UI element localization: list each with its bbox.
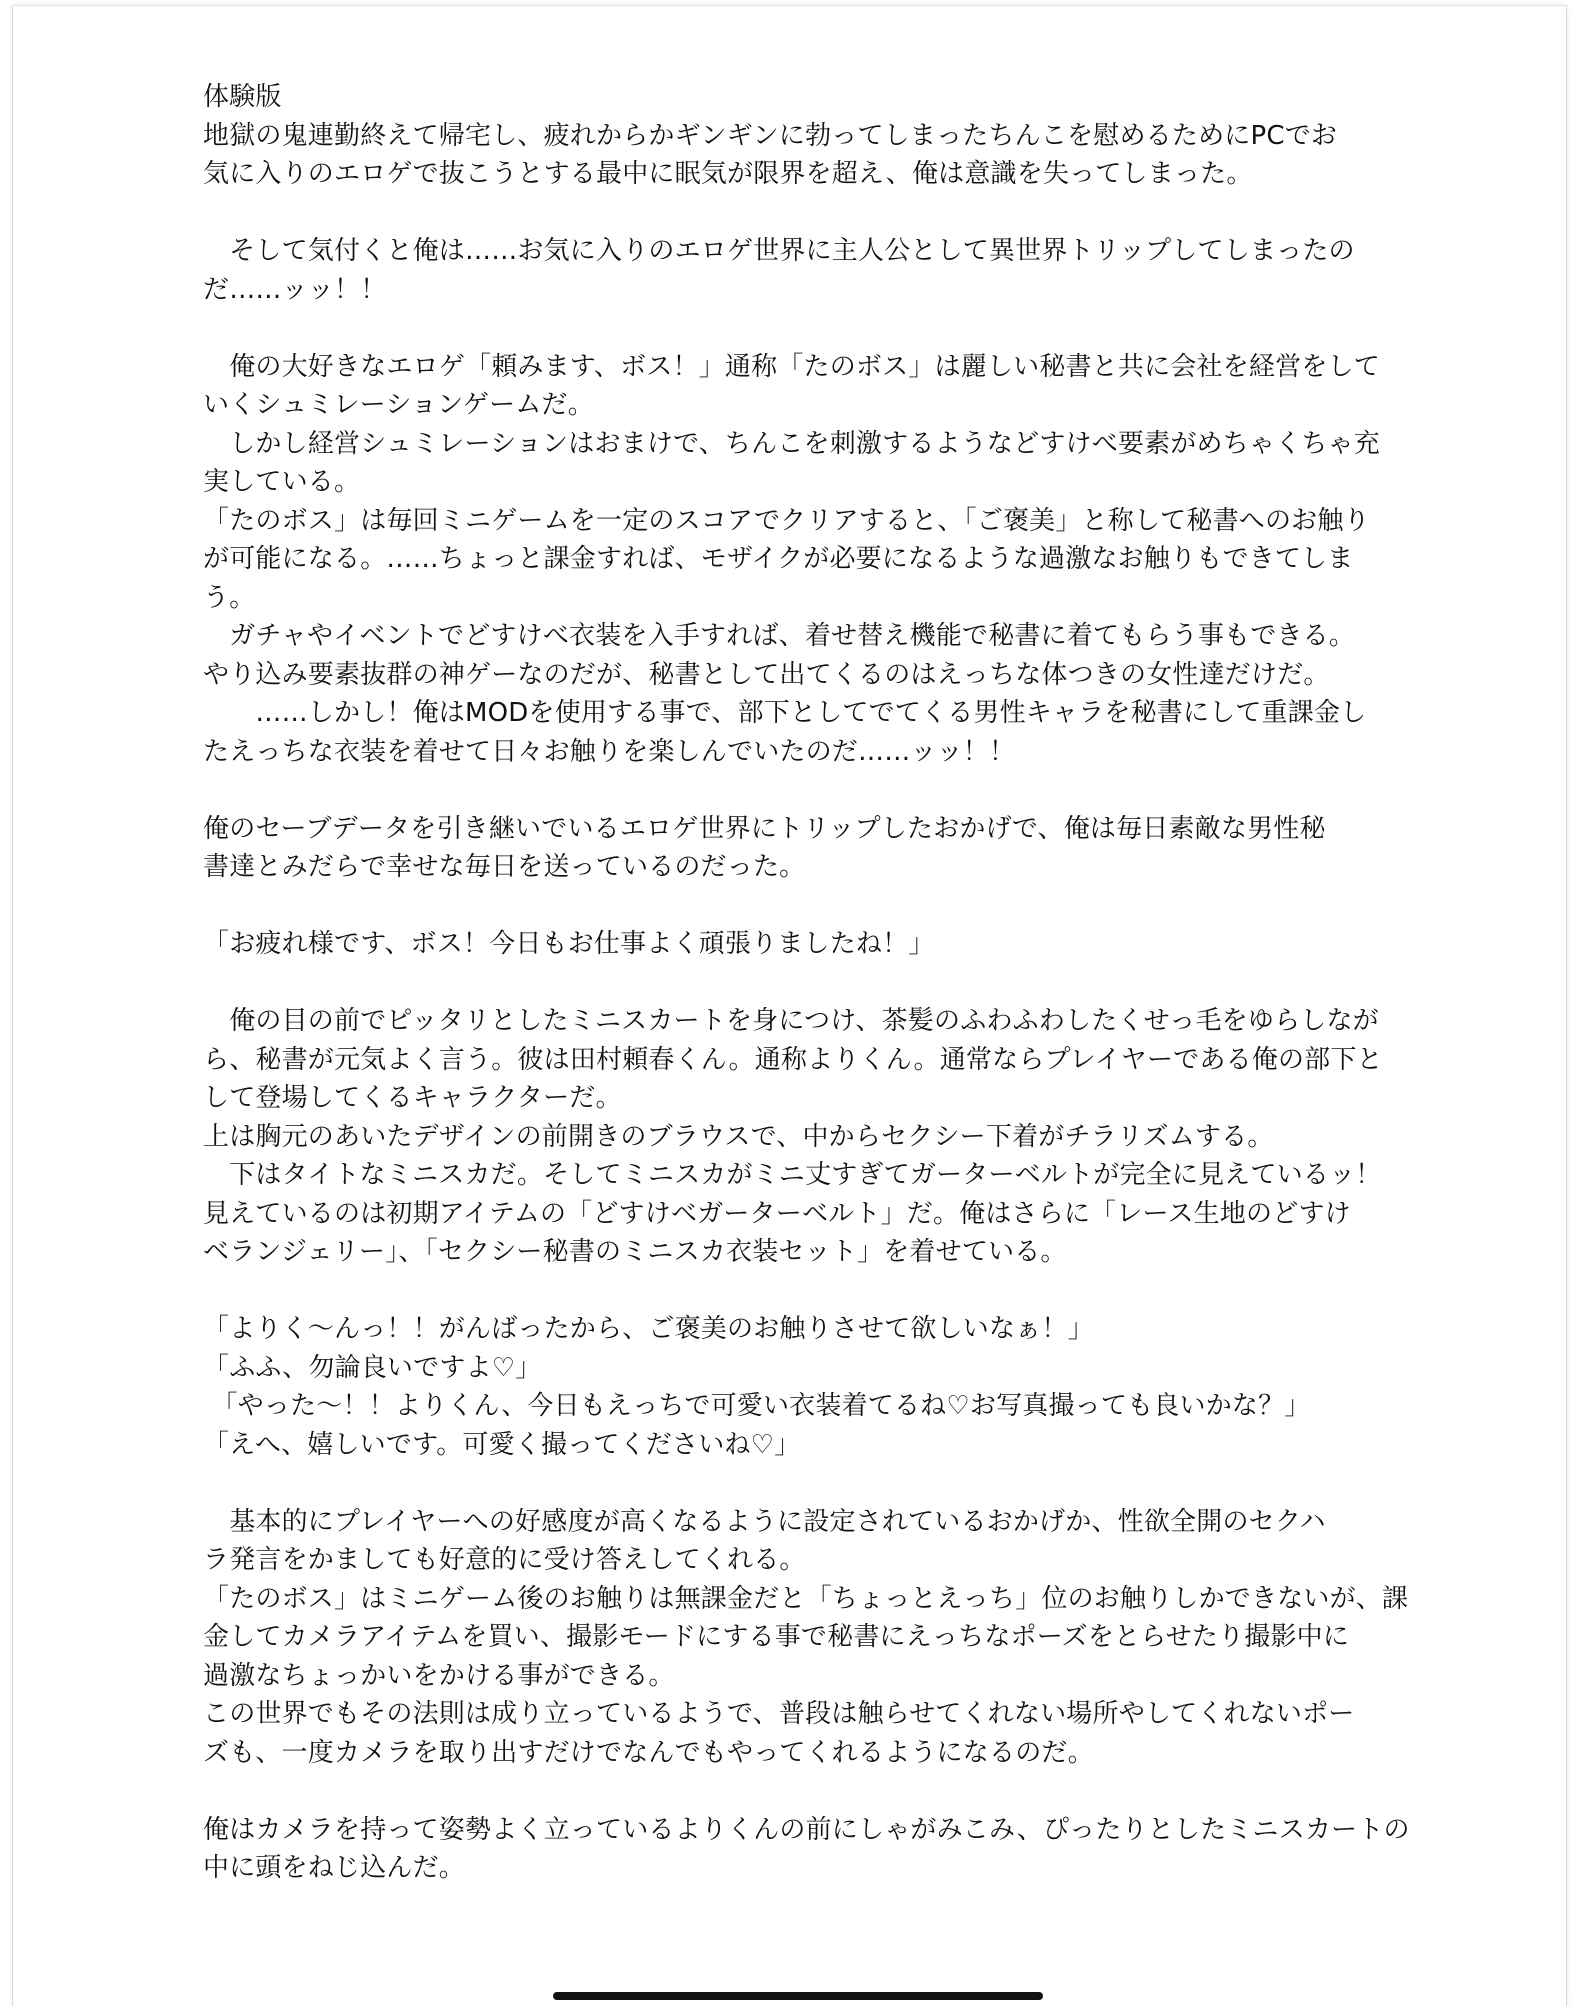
text-line: ……しかし！俺はMODを使用する事で、部下としてでてくる男性キャラを秘書にして重課金し bbox=[203, 698, 1367, 728]
text-line: やり込み要素抜群の神ゲーなのだが、秘書として出てくるのはえっちな体つきの女性達だけだ。 bbox=[203, 659, 1330, 690]
text-line: う。 bbox=[203, 582, 256, 613]
text-line: 書達とみだらで幸せな毎日を送っているのだった。 bbox=[203, 852, 806, 882]
text-line: 気に入りのエロゲで抜こうとする最中に眠気が限界を超え、俺は意識を失ってしまった。 bbox=[203, 159, 1253, 189]
text-line: しかし経営シュミレーションはおまけで、ちんこを刺激するようなどすけべ要素がめちゃくちゃ充 bbox=[203, 428, 1380, 459]
text-line: 「やった〜！！よりくん、今日もえっちで可愛い衣装着てるね♡お写真撮っても良いかな？」 bbox=[203, 1391, 1311, 1421]
text-line: 実している。 bbox=[203, 467, 361, 497]
blank-line bbox=[203, 309, 1443, 348]
text-line: 基本的にプレイヤーへの好感度が高くなるように設定されているおかげか、性欲全開のセクハ bbox=[203, 1506, 1326, 1537]
document-body bbox=[203, 78, 1443, 1888]
text-line: ラ発言をかましても好意的に受け答えしてくれる。 bbox=[203, 1545, 806, 1575]
document-title: 体験版 bbox=[203, 82, 282, 112]
text-line: 俺のセーブデータを引き継いでいるエロゲ世界にトリップしたおかげで、俺は毎日素敵な男性秘 bbox=[203, 813, 1326, 844]
text-line: ベランジェリー」、「セクシー秘書のミニスカ衣装セット」を着せている。 bbox=[203, 1237, 1067, 1267]
blank-line bbox=[203, 1272, 1443, 1311]
blank-line bbox=[203, 194, 1443, 233]
text-line: 「たのボス」はミニゲーム後のお触りは無課金だと「ちょっとえっち」位のお触りしかできないが、課 bbox=[203, 1583, 1409, 1614]
text-line: 地獄の鬼連勤終えて帰宅し、疲れからかギンギンに勃ってしまったちんこを慰めるためにPCでお bbox=[203, 120, 1338, 151]
text-line: 中に頭をねじ込んだ。 bbox=[203, 1853, 466, 1883]
text-line: 「たのボス」は毎回ミニゲームを一定のスコアでクリアすると、「ご褒美」と称して秘書へのお触り bbox=[203, 505, 1370, 536]
text-line: 「お疲れ様です、ボス！今日もお仕事よく頑張りましたね！」 bbox=[203, 929, 935, 959]
text-line: 俺はカメラを持って姿勢よく立っているよりくんの前にしゃがみこみ、ぴったりとしたミニスカートの bbox=[203, 1814, 1410, 1845]
text-line: が可能になる。……ちょっと課金すれば、モザイクが必要になるような過激なお触りもできてしま bbox=[203, 544, 1354, 574]
text-line: 金してカメラアイテムを買い、撮影モードにする事で秘書にえっちなポーズをとらせたり撮影中に bbox=[203, 1622, 1350, 1652]
text-line: 俺の大好きなエロゲ「頼みます、ボス！」通称「たのボス」は麗しい秘書と共に会社を経営をして bbox=[203, 351, 1380, 382]
blank-line bbox=[203, 1464, 1443, 1503]
blank-line bbox=[203, 771, 1443, 810]
text-line: ズも、一度カメラを取り出すだけでなんでもやってくれるようになるのだ。 bbox=[203, 1737, 1094, 1768]
blank-line bbox=[203, 964, 1443, 1003]
text-line: 見えているのは初期アイテムの「どすけベガーターベルト」だ。俺はさらに「レース生地のどすけ bbox=[203, 1198, 1351, 1229]
blank-line bbox=[203, 887, 1443, 926]
text-line: ら、秘書が元気よく言う。彼は田村頼春くん。通称よりくん。通常ならプレイヤーである俺の部下と bbox=[203, 1044, 1383, 1075]
home-indicator[interactable] bbox=[553, 1992, 1043, 2000]
text-line: そして気付くと俺は……お気に入りのエロゲ世界に主人公として異世界トリップしてしまったの bbox=[203, 236, 1355, 266]
text-line: いくシュミレーションゲームだ。 bbox=[203, 390, 594, 420]
text-line: 「よりく〜んっ！！がんばったから、ご褒美のお触りさせて欲しいなぁ！」 bbox=[203, 1314, 1094, 1344]
text-line: だ……ッッ！！ bbox=[203, 274, 387, 305]
text-line: 俺の目の前でピッタリとしたミニスカートを身につけ、茶髪のふわふわしたくせっ毛をゆらしなが bbox=[203, 1006, 1379, 1036]
text-line: この世界でもその法則は成り立っているようで、普段は触らせてくれない場所やしてくれないポー bbox=[203, 1699, 1355, 1729]
blank-line bbox=[203, 1772, 1443, 1811]
text-line: 下はタイトなミニスカだ。そしてミニスカがミニ丈すぎてガーターベルトが完全に見えているッ！ bbox=[203, 1160, 1382, 1190]
text-line: たえっちな衣装を着せて日々お触りを楽しんでいたのだ……ッッ！！ bbox=[203, 736, 1016, 767]
document-page bbox=[12, 5, 1567, 2006]
text-line: ガチャやイベントでどすけべ衣装を入手すれば、着せ替え機能で秘書に着てもらう事もできる。 bbox=[203, 621, 1356, 651]
text-line: して登場してくるキャラクターだ。 bbox=[203, 1083, 622, 1113]
text-line: 上は胸元のあいたデザインの前開きのブラウスで、中からセクシー下着がチラリズムする。 bbox=[203, 1121, 1274, 1152]
text-line: 過激なちょっかいをかける事ができる。 bbox=[203, 1660, 675, 1691]
text-line: 「えへ、嬉しいです。可愛く撮ってくださいね♡」 bbox=[203, 1429, 801, 1460]
text-line: 「ふふ、勿論良いですよ♡」 bbox=[203, 1352, 542, 1383]
